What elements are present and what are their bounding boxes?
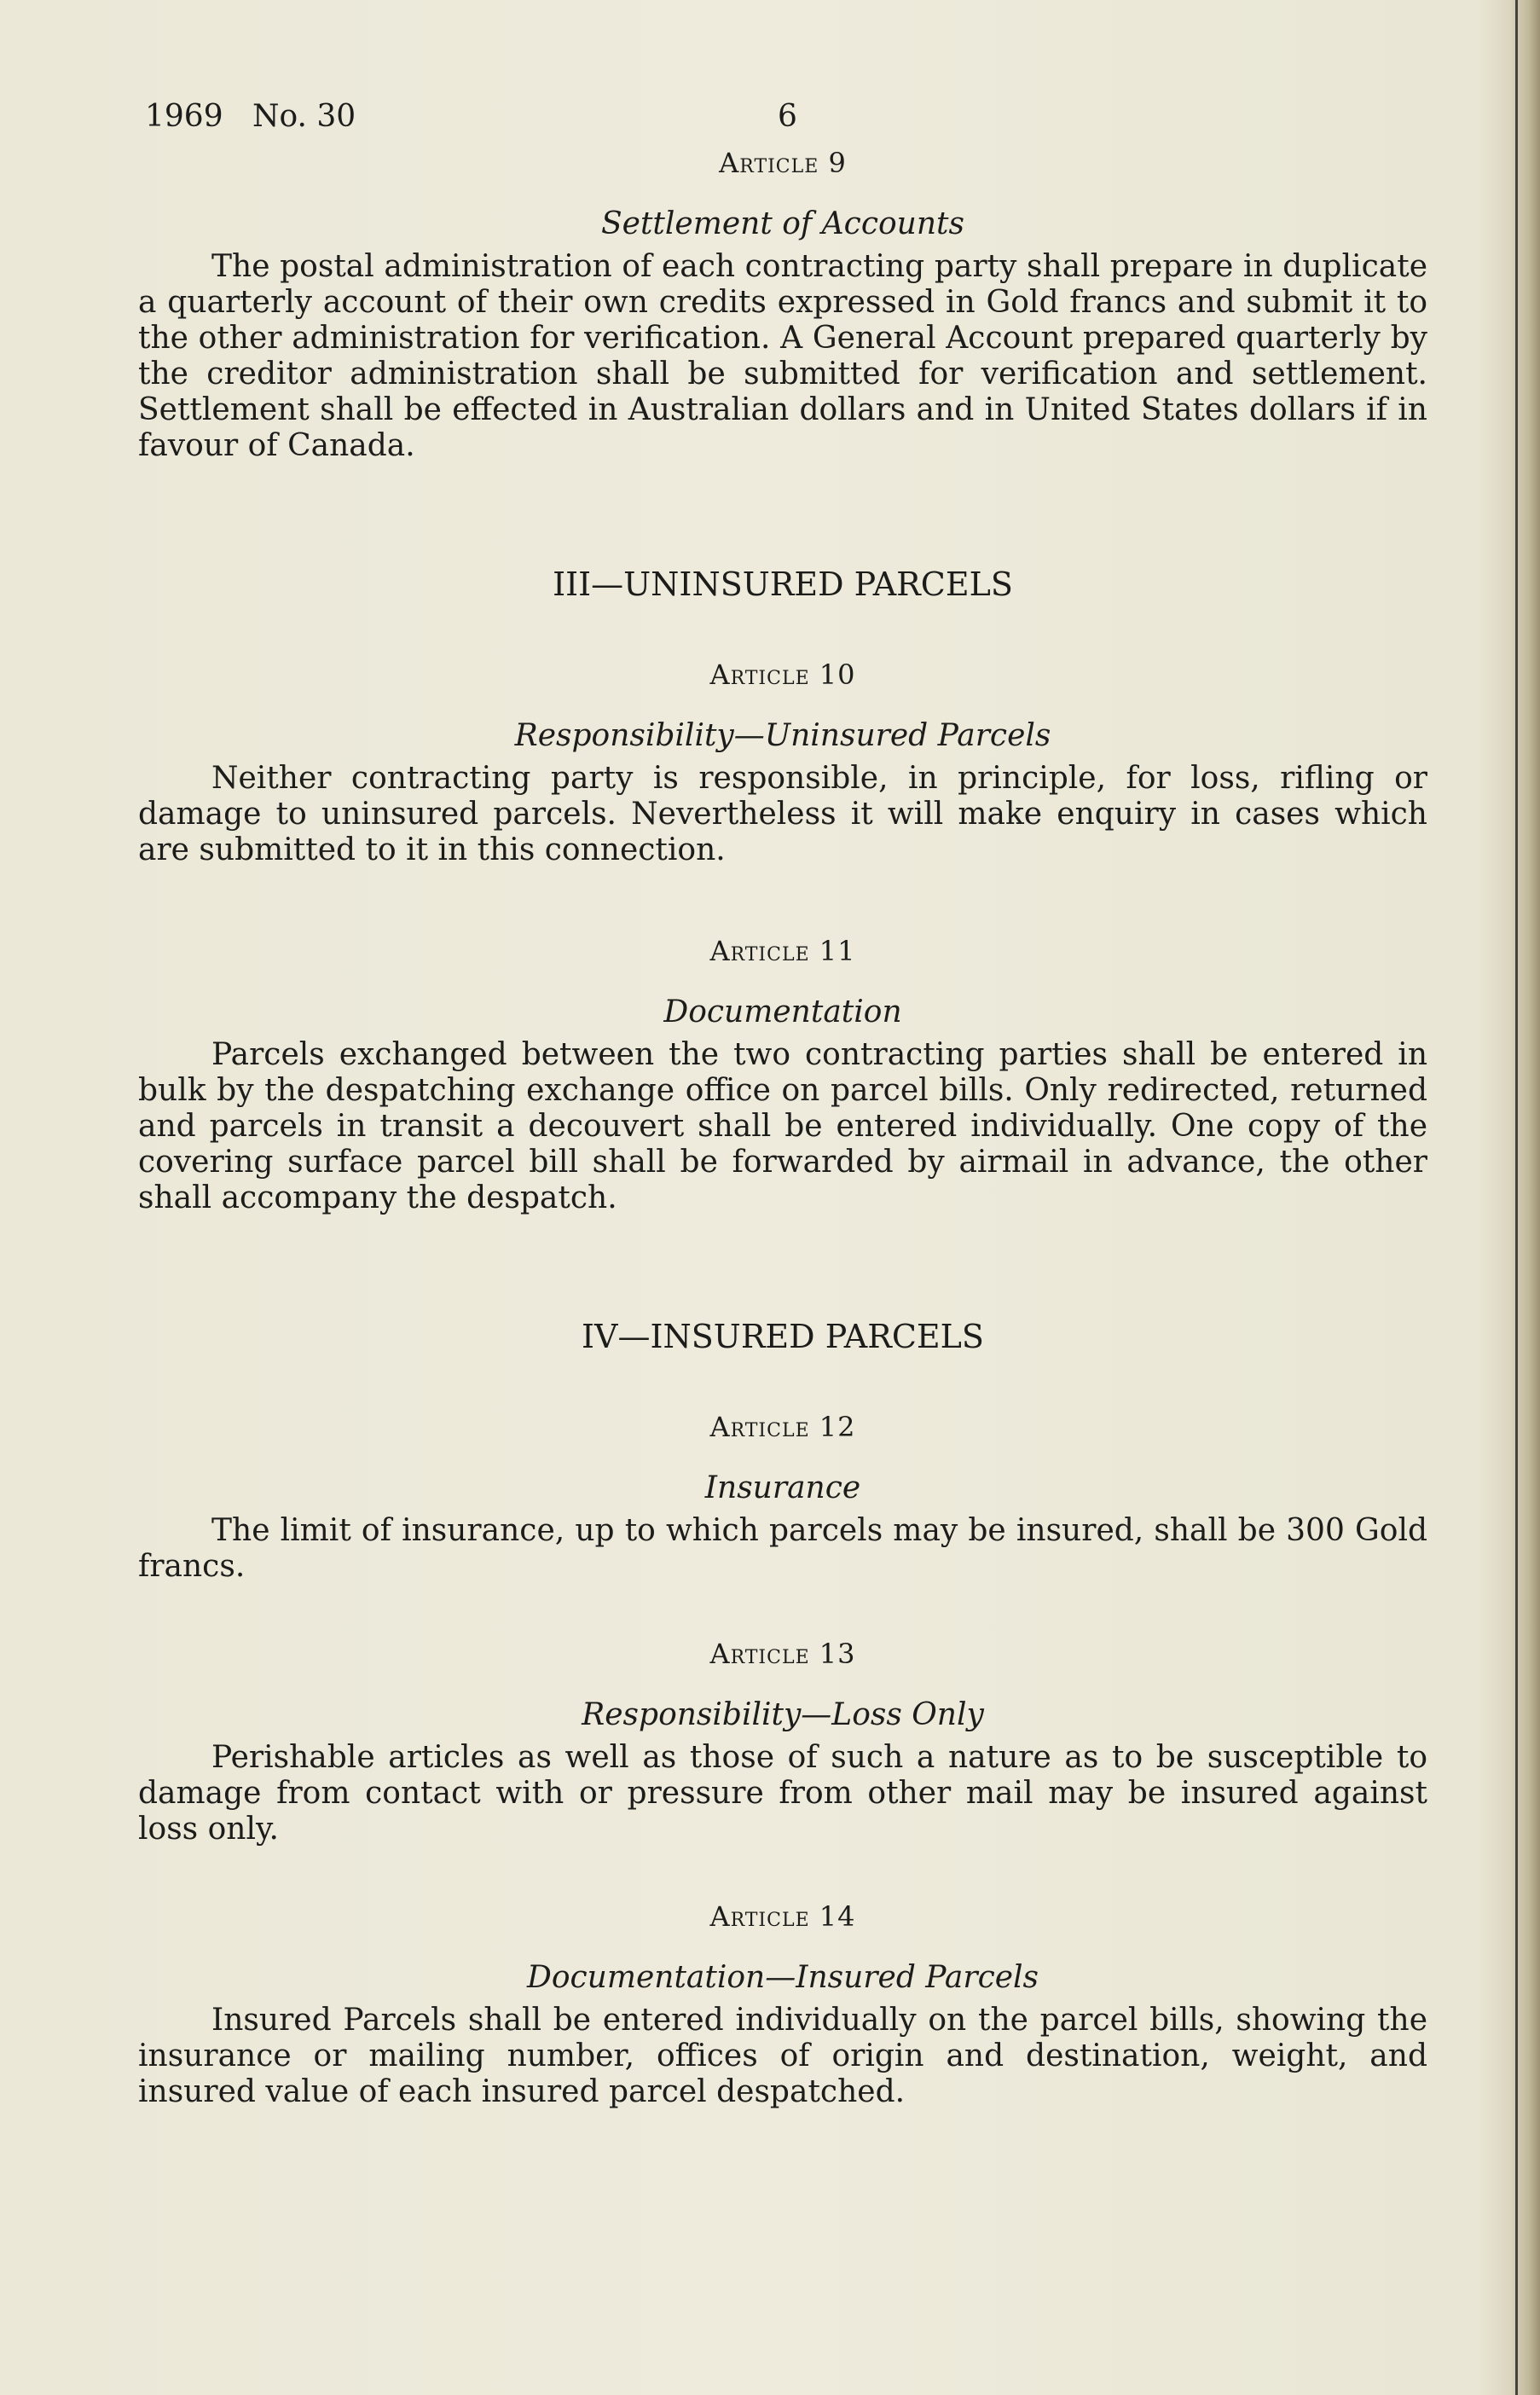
article-9-title: Settlement of Accounts [600, 206, 964, 241]
article-13-heading: Article 13 [709, 1638, 856, 1670]
article-10-heading: Article 10 [709, 658, 856, 691]
article-14 [138, 1899, 1427, 2110]
article-10 [138, 657, 1427, 868]
page-edge-line [1515, 0, 1518, 2395]
article-11-text: Parcels exchanged between the two contracting parties shall be entered in bulk by the despatching exchange office on parcel bills. Only redirected, returned and parcels in transit a decouvert shall be entered individually. One copy of the covering surface parcel bill shall be forwarded by airmail in advance, the other shall accompany the despatch. [138, 1037, 1427, 1215]
article-11-heading: Article 11 [709, 935, 856, 967]
running-head-act-number: 1969 No. 30 [145, 99, 356, 134]
article-14-title: Documentation—Insured Parcels [526, 1960, 1039, 1995]
article-10-text: Neither contracting party is responsible, in principle, for loss, rifling or damage to uninsured parcels. Nevertheless it will make enquiry in cases which are submitted to it in this connection. [138, 761, 1427, 867]
article-13 [138, 1636, 1427, 1847]
article-10-title: Responsibility—Uninsured Parcels [514, 718, 1051, 753]
article-12-text: The limit of insurance, up to which parcels may be insured, shall be 300 Gold francs. [138, 1513, 1427, 1584]
article-12 [138, 1409, 1427, 1585]
section-3-heading: III—UNINSURED PARCELS [553, 565, 1013, 603]
article-13-title: Responsibility—Loss Only [582, 1697, 984, 1732]
article-14-heading: Article 14 [709, 1900, 856, 1933]
article-11-title: Documentation [663, 995, 902, 1029]
page-number: 6 [778, 99, 797, 134]
article-9 [138, 145, 1427, 464]
article-12-heading: Article 12 [709, 1411, 856, 1443]
running-head [138, 94, 1427, 145]
section-4-heading: IV—INSURED PARCELS [582, 1318, 984, 1355]
article-13-text: Perishable articles as well as those of such a nature as to be susceptible to damage from contact with or pressure from other mail may be insured against loss only. [138, 1740, 1427, 1847]
article-9-heading: Article 9 [719, 147, 847, 179]
page-content [138, 94, 1427, 2110]
article-14-text: Insured Parcels shall be entered individually on the parcel bills, showing the insurance or mailing number, offices of origin and destination, weight, and insured value of each insured parcel despatched. [138, 2003, 1427, 2109]
article-12-title: Insurance [704, 1470, 861, 1505]
article-9-text: The postal administration of each contracting party shall prepare in duplicate a quarterly account of their own credits expressed in Gold francs and submit it to the other administration for verification. A General Account prepared quarterly by the creditor administration shall be submitted for verification and settlement. Settlement shall be effected in Australian dollars and in United States dollars if in favour of Canada. [138, 249, 1427, 463]
article-11 [138, 933, 1427, 1216]
